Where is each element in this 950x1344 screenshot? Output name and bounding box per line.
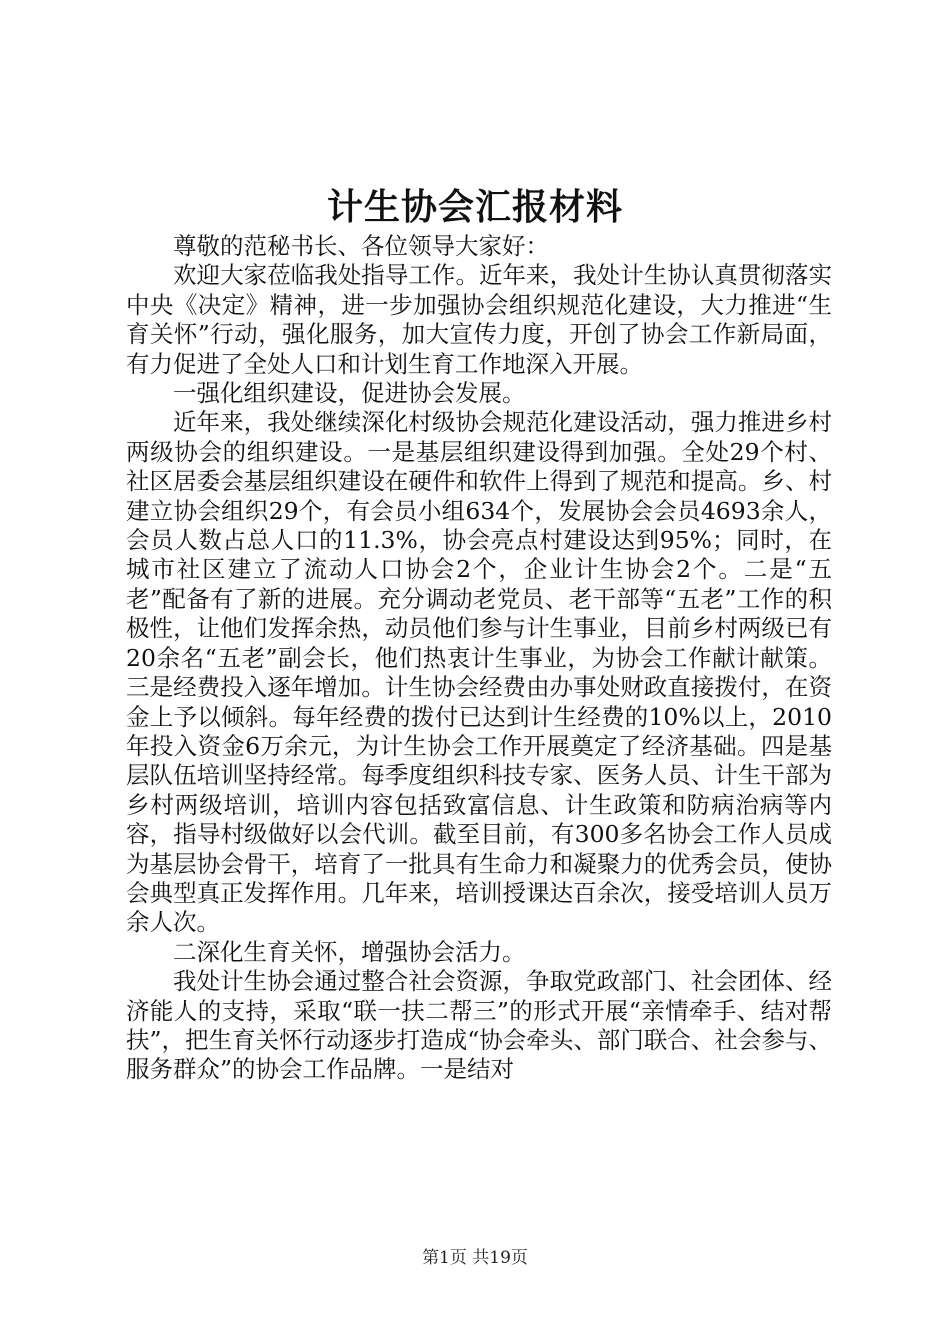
document-title: 计生协会汇报材料: [326, 186, 623, 228]
section-2-paragraph: 我处计生协会通过整合社会资源，争取党政部门、社会团体、经济能人的支持，采取“联一扶二帮三”的形式开展“亲情牵手、结对帮扶”，把生育关怀行动逐步打造成“协会牵头、部门联合、社会参与、服务群众”的协会工作品牌。一是结对: [126, 967, 832, 1084]
page-footer: 第1页 共19页: [422, 1248, 528, 1268]
section-heading-1: 一强化组织建设，促进协会发展。: [173, 379, 526, 408]
greeting-paragraph: 尊敬的范秘书长、各位领导大家好：: [173, 232, 549, 260]
section-1-paragraph: 近年来，我处继续深化村级协会规范化建设活动，强力推进乡村两级协会的组织建设。一是基层组织建设得到加强。全处29个村、社区居委会基层组织建设在硬件和软件上得到了规范和提高。乡、村建立协会组织29个，有会员小组634个，发展协会会员4693余人，会员人数占总人口的11.3%，协会亮点村建设达到95%；同时，在城市社区建立了流动人口协会2个，企业计生协会2个。二是“五老”配备有了新的进展。充分调动老党员、老干部等“五老”工作的积极性，让他们发挥余热，动员他们参与计生事业，目前乡村两级已有20余名“五老”副会长，他们热衷计生事业，为协会工作献计献策。三是经费投入逐年增加。计生协会经费由办事处财政直接拨付，在资金上予以倾斜。每年经费的拨付已达到计生经费的10%以上，2010年投入资金6万余元，为计生协会工作开展奠定了经济基础。四是基层队伍培训坚持经常。每季度组织科技专家、医务人员、计生干部为乡村两级培训，培训内容包括致富信息、计生政策和防病治病等内容，指导村级做好以会代训。截至目前，有300多名协会工作人员成为基层协会骨干，培育了一批具有生命力和凝聚力的优秀会员，使协会典型真正发挥作用。几年来，培训授课达百余次，接受培训人员万余人次。: [126, 408, 832, 937]
intro-paragraph: 欢迎大家莅临我处指导工作。近年来，我处计生协认真贯彻落实中央《决定》精神，进一步加强协会组织规范化建设，大力推进“生育关怀”行动，强化服务，加大宣传力度，开创了协会工作新局面，有力促进了全处人口和计划生育工作地深入开展。: [126, 261, 832, 378]
section-heading-2: 二深化生育关怀，增强协会活力。: [173, 937, 526, 966]
document-body: [126, 232, 832, 1085]
